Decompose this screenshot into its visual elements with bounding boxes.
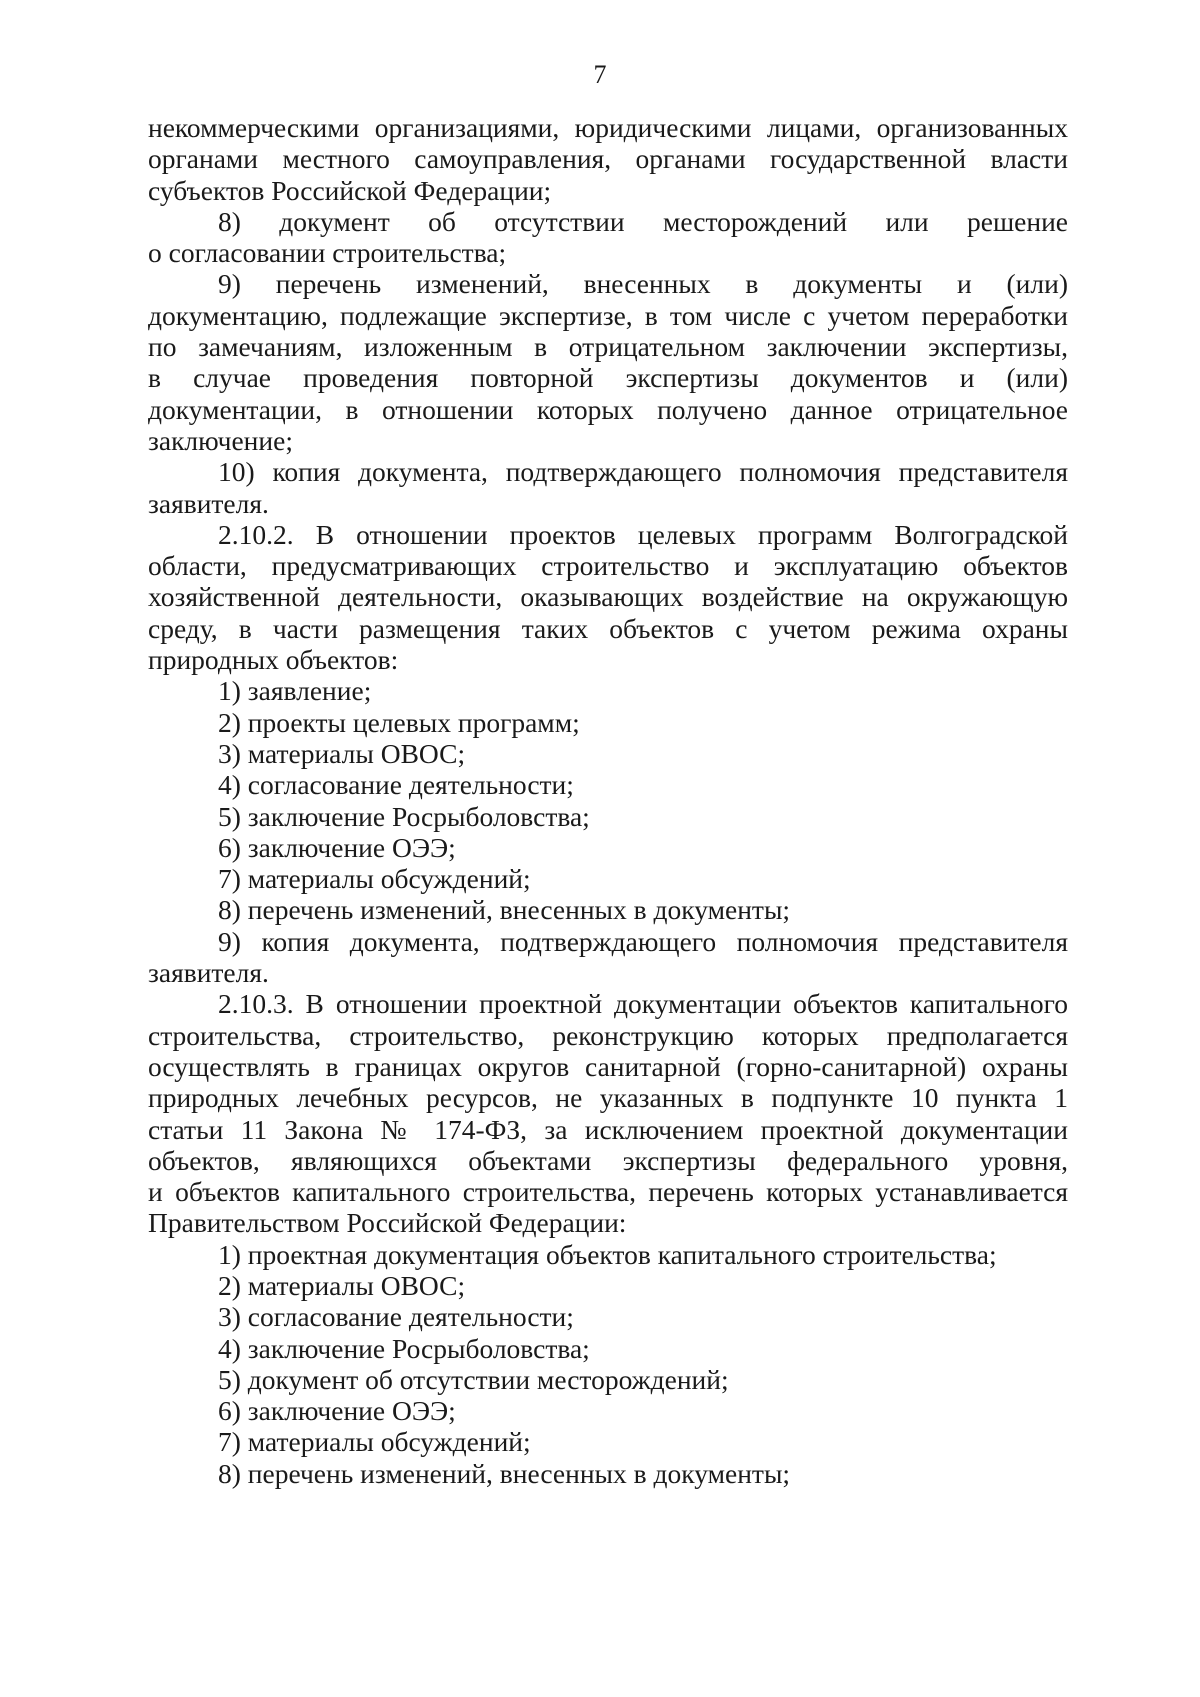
text-line: 8) перечень изменений, внесенных в документы; xyxy=(218,894,791,926)
text-line: документацию, подлежащие экспертизе, в том числе с учетом переработки xyxy=(148,299,1068,331)
text-line: по замечаниям, изложенным в отрицательном заключении экспертизы, xyxy=(148,331,1068,363)
text-line: строительства, строительство, реконструкцию которых предполагается xyxy=(148,1019,1068,1051)
text-line: заявителя. xyxy=(148,487,269,519)
text-line: 4) согласование деятельности; xyxy=(218,769,574,801)
text-line: 5) заключение Росрыболовства; xyxy=(218,800,590,832)
text-line: 2) проекты целевых программ; xyxy=(218,706,580,738)
text-line: хозяйственной деятельности, оказывающих воздействие на окружающую xyxy=(148,581,1068,613)
text-line: документации, в отношении которых получено данное отрицательное xyxy=(148,393,1068,425)
text-line: 8) перечень изменений, внесенных в документы; xyxy=(218,1457,791,1489)
text-line: области, предусматривающих строительство и эксплуатацию объектов xyxy=(148,550,1068,582)
text-line: 1) заявление; xyxy=(218,675,372,707)
text-line: природных объектов: xyxy=(148,644,399,676)
text-line: некоммерческими организациями, юридическими лицами, организованных xyxy=(148,112,1068,143)
text-line: 3) материалы ОВОС; xyxy=(218,737,466,769)
text-line: заключение; xyxy=(148,424,293,456)
text-line: в случае проведения повторной экспертизы документов и (или) xyxy=(148,362,1068,394)
text-line: 7) материалы обсуждений; xyxy=(218,1426,531,1458)
text-line: 1) проектная документация объектов капитального строительства; xyxy=(218,1238,997,1270)
text-line: 3) согласование деятельности; xyxy=(218,1301,574,1333)
text-line: субъектов Российской Федерации; xyxy=(148,174,552,206)
text-line: 2) материалы ОВОС; xyxy=(218,1269,466,1301)
text-line: заявителя. xyxy=(148,957,269,989)
text-line: 2.10.3. В отношении проектной документации объектов капитального xyxy=(218,988,1068,1020)
document-body xyxy=(148,112,1068,1489)
text-line: 5) документ об отсутствии месторождений; xyxy=(218,1363,729,1395)
text-line: природных лечебных ресурсов, не указанных в подпункте 10 пункта 1 xyxy=(148,1082,1068,1114)
text-line: 9) перечень изменений, внесенных в документы и (или) xyxy=(218,268,1068,300)
text-line: 10) копия документа, подтверждающего полномочия представителя xyxy=(218,456,1068,488)
text-line: Правительством Российской Федерации: xyxy=(148,1207,627,1239)
page-number: 7 xyxy=(593,60,607,89)
text-line: статьи 11 Закона № 174-ФЗ, за исключением проектной документации xyxy=(148,1113,1068,1145)
text-line: 9) копия документа, подтверждающего полномочия представителя xyxy=(218,925,1068,957)
text-line: 8) документ об отсутствии месторождений или решение xyxy=(218,205,1068,237)
text-line: объектов, являющихся объектами экспертизы федерального уровня, xyxy=(148,1144,1068,1176)
text-line: 2.10.2. В отношении проектов целевых программ Волгоградской xyxy=(218,518,1068,550)
text-line: 7) материалы обсуждений; xyxy=(218,863,531,895)
text-line: о согласовании строительства; xyxy=(148,237,507,269)
text-line: 6) заключение ОЭЭ; xyxy=(218,1395,456,1427)
text-line: органами местного самоуправления, органами государственной власти xyxy=(148,143,1068,175)
text-line: 6) заключение ОЭЭ; xyxy=(218,831,456,863)
text-line: и объектов капитального строительства, перечень которых устанавливается xyxy=(148,1176,1068,1208)
text-line: среду, в части размещения таких объектов с учетом режима охраны xyxy=(148,612,1068,644)
text-line: 4) заключение Росрыболовства; xyxy=(218,1332,590,1364)
text-line: осуществлять в границах округов санитарной (горно-санитарной) охраны xyxy=(148,1050,1068,1082)
